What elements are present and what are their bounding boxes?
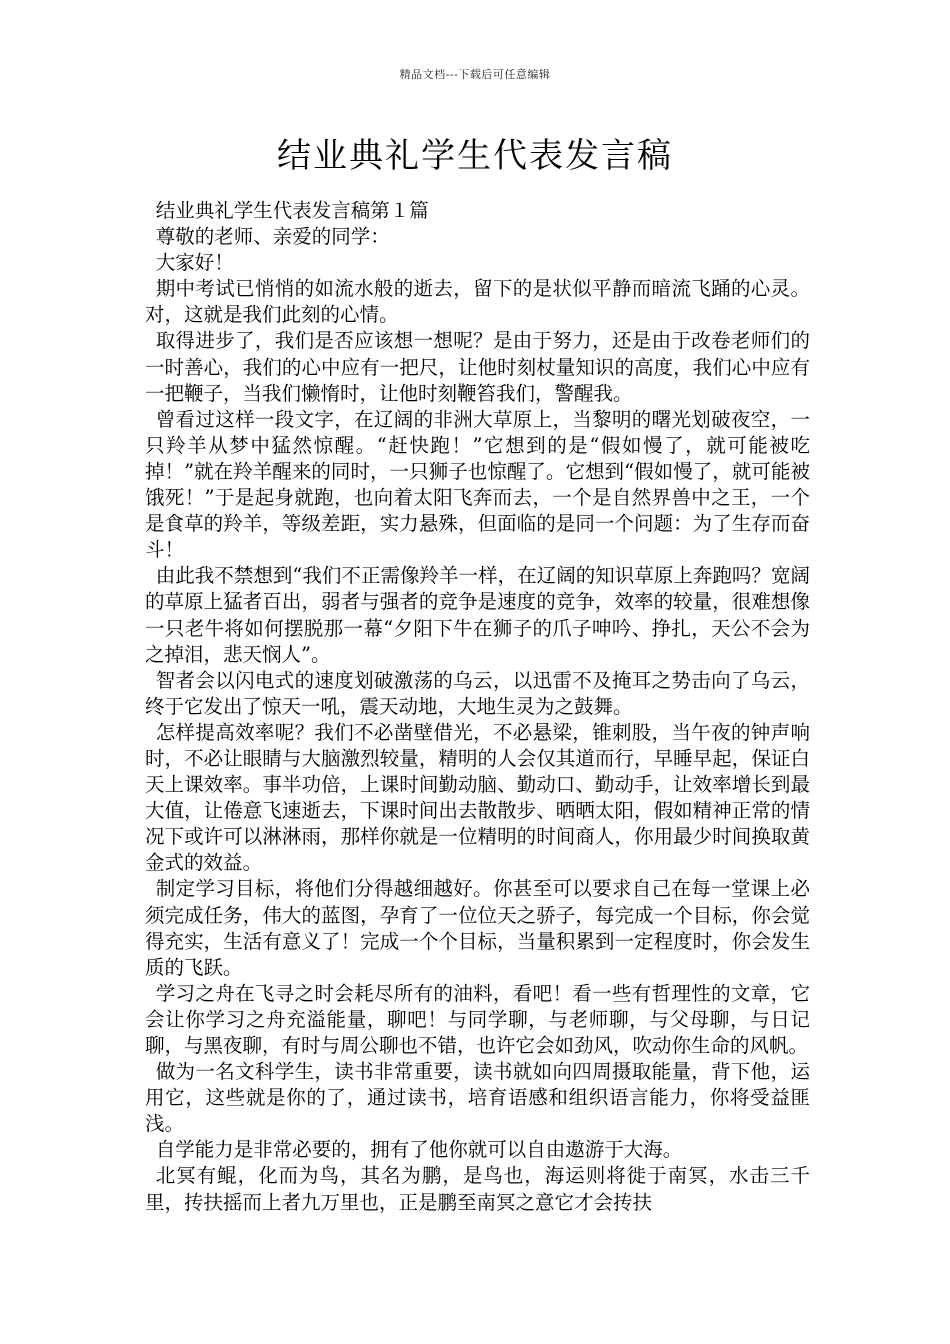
paragraph: 智者会以闪电式的速度划破激荡的乌云，以迅雷不及掩耳之势击向了乌云，终于它发出了惊天一吼，震天动地，大地生灵为之鼓舞。: [145, 668, 810, 718]
paragraph: 大家好！: [155, 251, 234, 275]
paragraph: 学习之舟在飞寻之时会耗尽所有的油料，看吧！看一些有哲理性的文章，它会让你学习之舟充溢能量，聊吧！与同学聊，与老师聊，与父母聊，与日记聊，与黑夜聊，有时与周公聊也不错，也许它会如劲风，吹动你生命的风帆。: [145, 981, 810, 1057]
paragraph: 制定学习目标，将他们分得越细越好。你甚至可以要求自己在每一堂课上必须完成任务，伟大的蓝图，孕育了一位位天之骄子，每完成一个目标，你会觉得充实，生活有意义了！完成一个个目标，当量积累到一定程度时，你会发生质的飞跃。: [145, 877, 810, 979]
paragraph: 做为一名文科学生，读书非常重要，读书就如向四周摄取能量，背下他，运用它，这些就是你的了，通过读书，培育语感和组织语言能力，你将受益匪浅。: [145, 1060, 810, 1136]
document-title: 结业典礼学生代表发言稿: [277, 136, 673, 176]
paragraph: 取得进步了，我们是否应该想一想呢？是由于努力，还是由于改卷老师们的一时善心，我们的心中应有一把尺，让他时刻杖量知识的高度，我们心中应有一把鞭子，当我们懒惰时，让他时刻鞭笞我们，警醒我。: [145, 329, 810, 405]
paragraph: 由此我不禁想到“我们不正需像羚羊一样，在辽阔的知识草原上奔跑吗？宽阔的草原上猛者百出，弱者与强者的竞争是速度的竞争，效率的较量，很难想像一只老牛将如何摆脱那一幕“夕阳下牛在狮子的爪子呻吟、挣扎，天公不会为之掉泪，悲天悯人”。: [145, 564, 810, 666]
paragraph: 北冥有鲲，化而为鸟，其名为鹏，是鸟也，海运则将徙于南冥，水击三千里，抟扶摇而上者九万里也，正是鹏至南冥之意它才会抟扶: [145, 1164, 810, 1214]
paragraph: 曾看过这样一段文字，在辽阔的非洲大草原上，当黎明的曙光划破夜空，一只羚羊从梦中猛然惊醒。“赶快跑！”它想到的是“假如慢了，就可能被吃掉！”就在羚羊醒来的同时，一只狮子也惊醒了。它想到“假如慢了，就可能被饿死！”于是起身就跑，也向着太阳飞奔而去，一个是自然界兽中之王，一个是食草的羚羊，等级差距，实力悬殊，但面临的是同一个问题：为了生存而奋斗！: [145, 407, 810, 562]
paragraph: 尊敬的老师、亲爱的同学：: [155, 225, 390, 249]
paragraph: 自学能力是非常必要的，拥有了他你就可以自由遨游于大海。: [155, 1138, 683, 1162]
paragraph: 结业典礼学生代表发言稿第１篇: [155, 199, 429, 222]
document-body: [145, 198, 810, 1216]
paragraph: 怎样提高效率呢？我们不必凿壁借光，不必悬梁，锥刺股，当午夜的钟声响时，不必让眼睛与大脑激烈较量，精明的人会仅其道而行，早睡早起，保证白天上课效率。事半功倍，上课时间勤动脑、勤动口、勤动手，让效率增长到最大值，让倦意飞速逝去，下课时间出去散散步、晒晒太阳，假如精神正常的情况下或许可以淋淋雨，那样你就是一位精明的时间商人，你用最少时间换取黄金式的效益。: [145, 720, 810, 875]
paragraph: 期中考试已悄悄的如流水般的逝去，留下的是状似平静而暗流飞踊的心灵。对，这就是我们此刻的心情。: [145, 277, 810, 327]
header-note: 精品文档---下载后可任意编辑: [399, 68, 551, 81]
